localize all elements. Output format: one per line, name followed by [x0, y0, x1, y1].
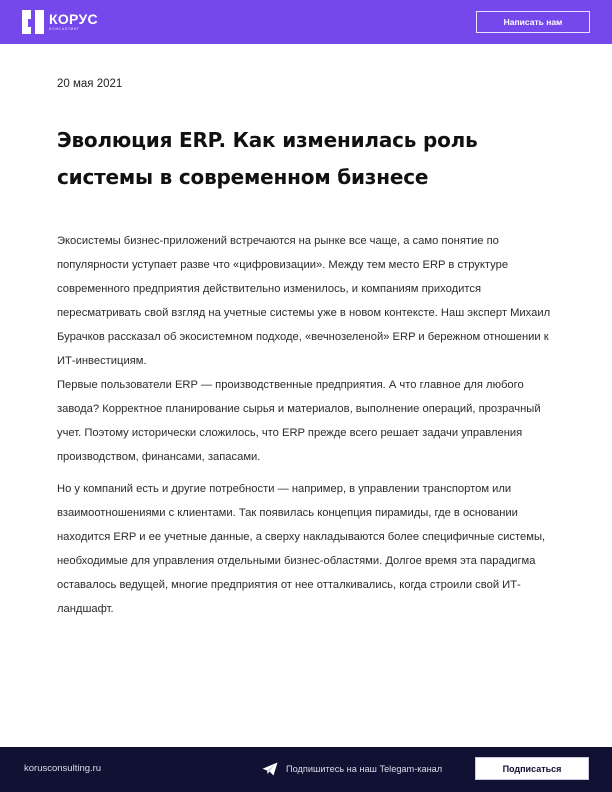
logo-subtitle: КОНСАЛТИНГ [49, 27, 80, 31]
telegram-text: Подпишитесь на наш Telegam-канал [286, 764, 443, 774]
telegram-promo[interactable] [262, 762, 442, 776]
article-title: Эволюция ERP. Как изменилась роль системы в современном бизнесе [57, 128, 478, 189]
article-paragraph: Первые пользователи ERP — производственные предприятия. А что главное для любого завода? Корректное планирование сырья и материалов, выполнение операций, прозрачный учет. Поэтому исторически сложилось, что ERP прежде всего решает задачи управления производством, финансами, запасами. [57, 379, 541, 463]
site-header [0, 0, 612, 44]
publish-date: 20 мая 2021 [57, 78, 123, 90]
article-body [57, 229, 562, 621]
korus-logo[interactable] [22, 10, 98, 34]
telegram-icon [262, 762, 278, 776]
logo-name: КОРУС [49, 11, 98, 27]
site-footer [0, 747, 612, 792]
korus-logo-icon [22, 10, 44, 34]
article-paragraph: Экосистемы бизнес-приложений встречаются на рынке все чаще, а само понятие по популярности уступает разве что «цифровизации». Между тем место ERP в структуре современного предприятия действительно изменилось, и компаниям приходится пересматривать свой взгляд на учетные системы уже в новом контексте. Наш эксперт Михаил Бурачков рассказал об экосистемном подходе, «вечнозеленой» ERP и бережном отношении к ИТ-инвестициям. [57, 235, 551, 367]
site-link[interactable]: korusconsulting.ru [24, 763, 102, 774]
article-paragraph: Но у компаний есть и другие потребности — например, в управлении транспортом или взаимоотношениями с клиентами. Так появилась концепция пирамиды, где в основании находится ERP и ее учетные данные, а сверху накладываются более специфичные системы, необходимые для управления отдельными бизнес-областями. Долгое время эта парадигма оставалось ведущей, многие предприятия от нее отталкивались, когда строили свой ИТ-ландшафт. [57, 483, 546, 615]
subscribe-button[interactable]: Подписаться [475, 757, 589, 780]
write-us-button[interactable]: Написать нам [476, 11, 590, 33]
